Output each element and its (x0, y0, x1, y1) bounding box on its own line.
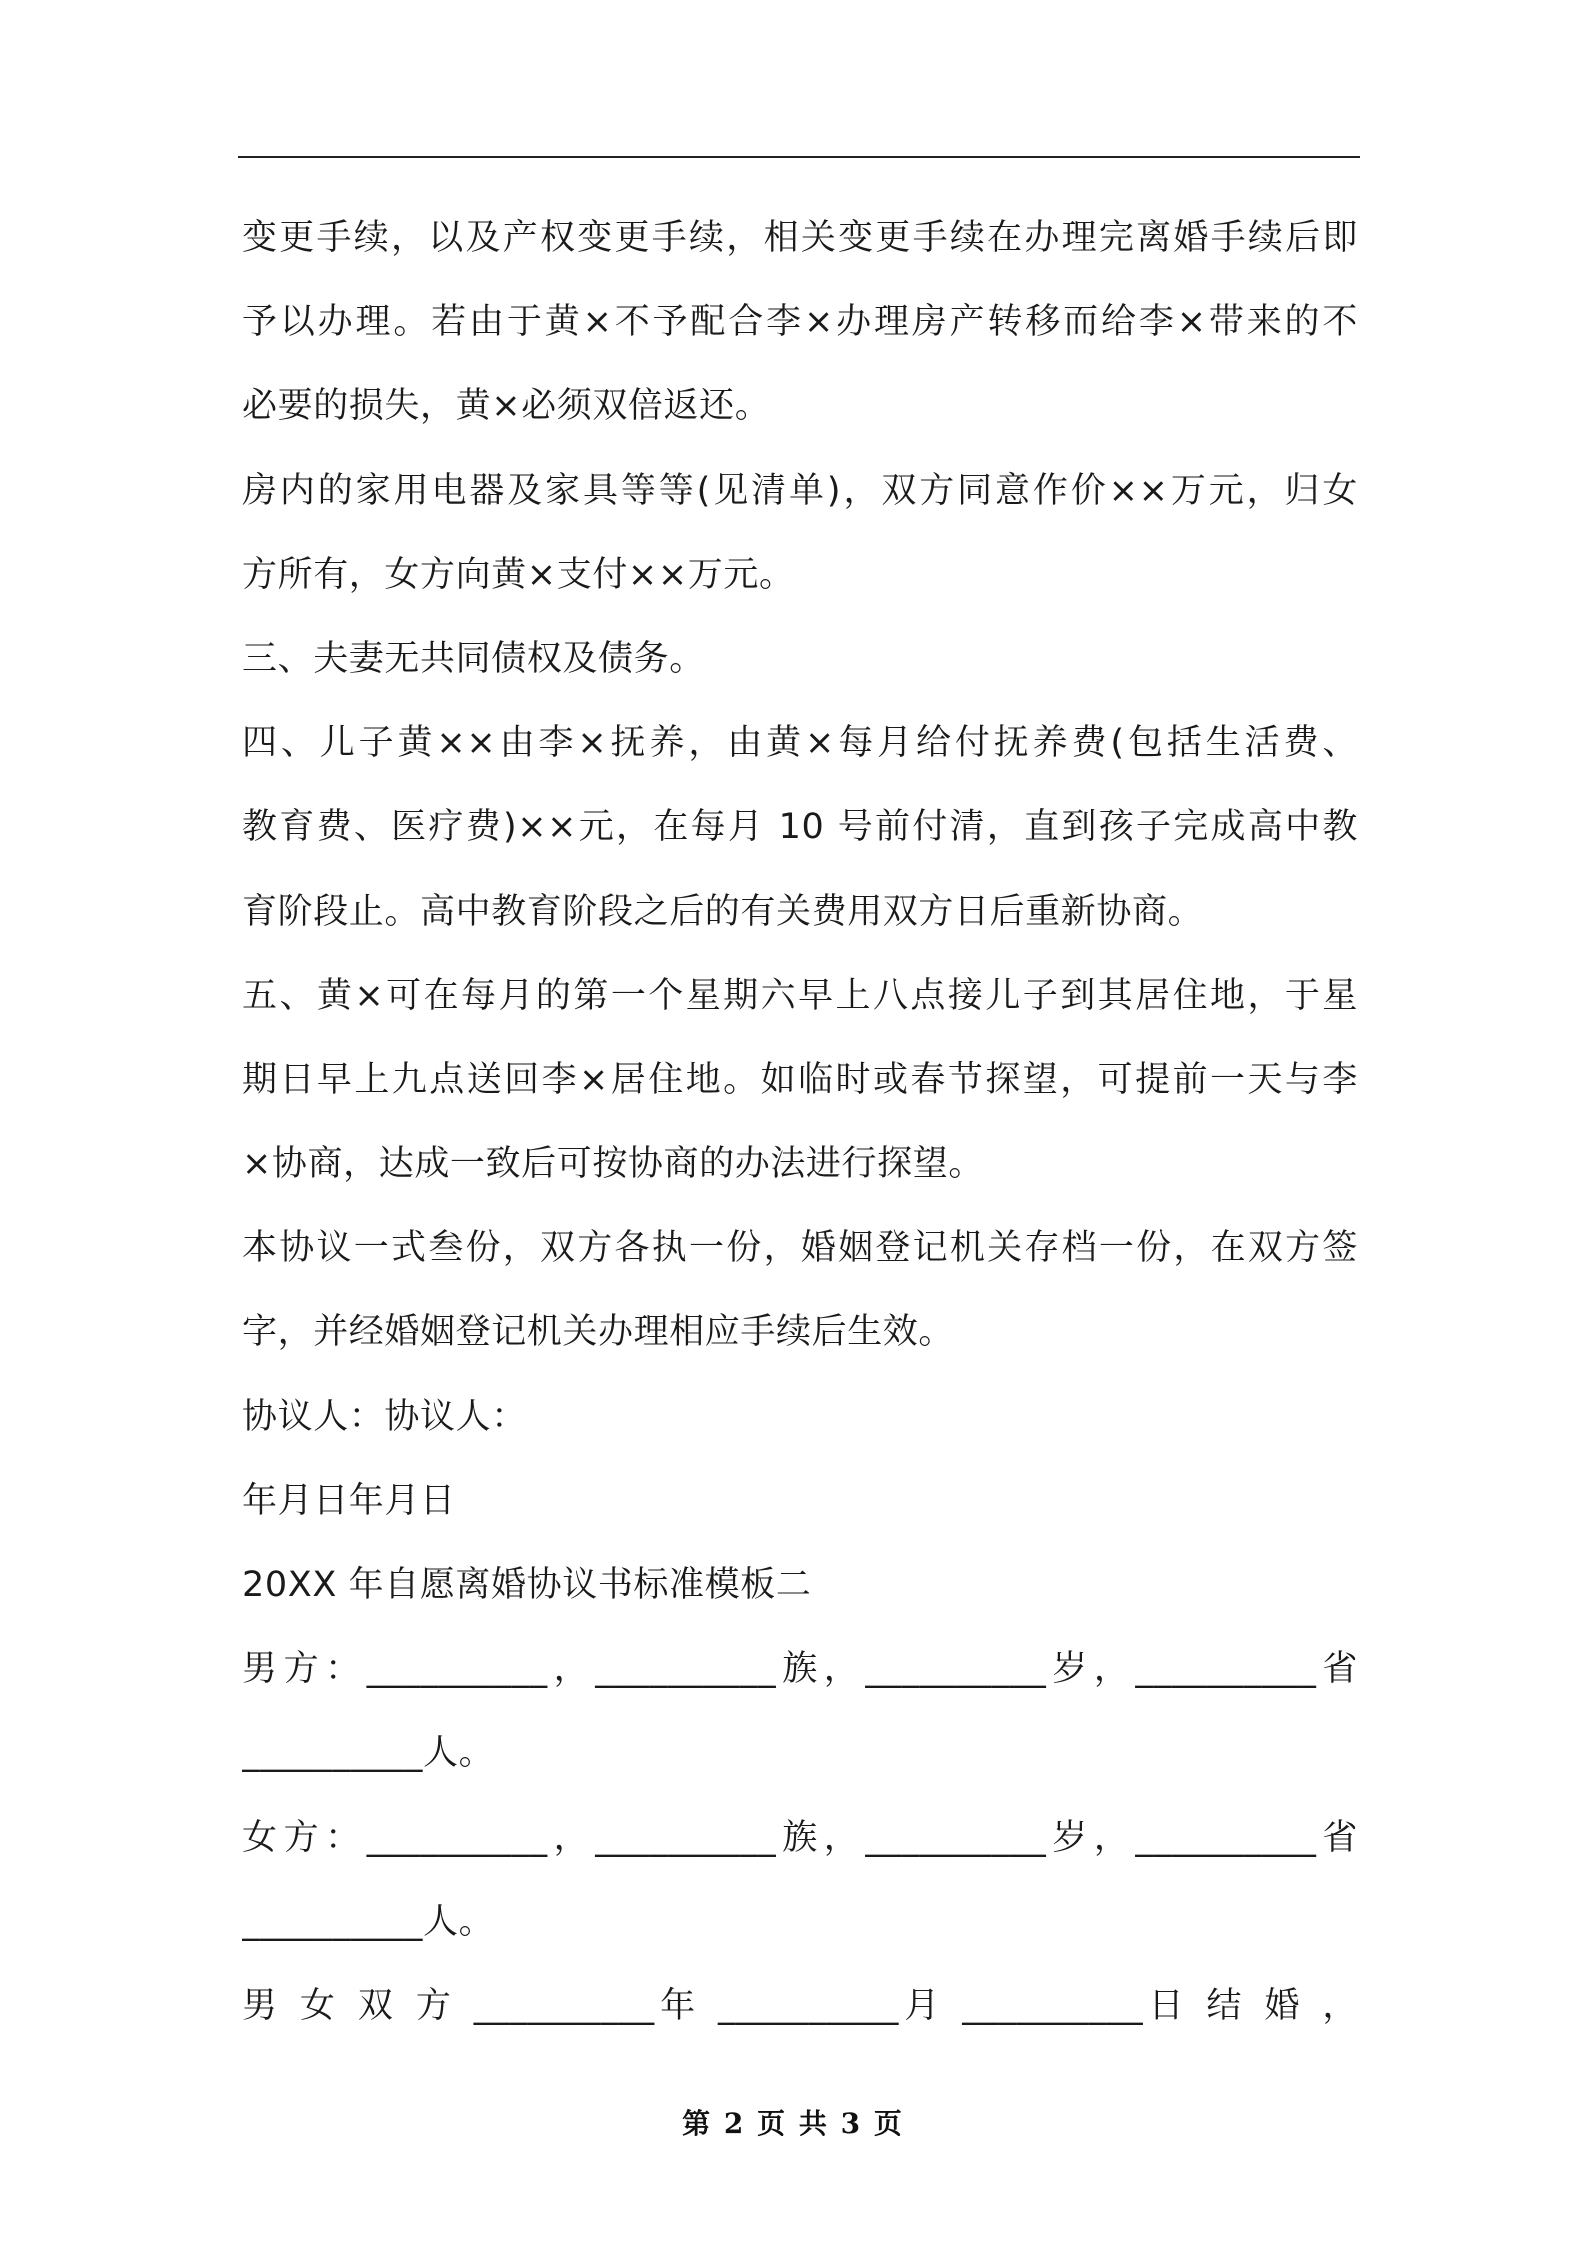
section-title: 20XX 年自愿离婚协议书标准模板二 (242, 1565, 812, 1605)
text-line: 三、夫妻无共同债权及债务。 (242, 638, 705, 679)
text-line: 期日早上九点送回李×居住地。如临时或春节探望，可提前一天与李 (242, 1059, 1358, 1100)
text-line: 育阶段止。高中教育阶段之后的有关费用双方日后重新协商。 (242, 891, 1204, 932)
text-line: 字，并经婚姻登记机关办理相应手续后生效。 (242, 1312, 955, 1353)
text-line: 年月日年月日 (242, 1480, 456, 1521)
form-line-female: 女方：__________，__________族，__________岁，__________省 (242, 1817, 1358, 1858)
form-line-male-origin: __________人。 (242, 1733, 495, 1774)
form-line-male: 男方：__________，__________族，__________岁，__________省 (242, 1649, 1358, 1690)
text-line: 方所有，女方向黄×支付××万元。 (242, 554, 795, 595)
text-line: 房内的家用电器及家具等等(见清单)，双方同意作价××万元，归女 (242, 470, 1358, 511)
form-line-female-origin: __________人。 (242, 1901, 495, 1942)
form-line-marriage-date: 男 女 双 方 __________年 __________月 __________日 结 婚 ， (242, 1985, 1358, 2026)
text-line: ×协商，达成一致后可按协商的办法进行探望。 (242, 1144, 984, 1185)
text-line: 予以办理。若由于黄×不予配合李×办理房产转移而给李×带来的不 (242, 302, 1358, 343)
text-line: 五、黄×可在每月的第一个星期六早上八点接儿子到其居住地，于星 (242, 975, 1358, 1016)
text-line: 四、儿子黄××由李×抚养，由黄×每月给付抚养费(包括生活费、 (242, 723, 1358, 764)
text-line: 本协议一式叁份，双方各执一份，婚姻登记机关存档一份，在双方签 (242, 1228, 1358, 1269)
page-number: 第 2 页 共 3 页 (682, 2107, 904, 2140)
document-body (242, 196, 1358, 2048)
text-line: 变更手续，以及产权变更手续，相关变更手续在办理完离婚手续后即 (242, 218, 1358, 258)
text-line: 协议人：协议人： (242, 1396, 527, 1437)
text-line: 教育费、医疗费)××元，在每月 10 号前付清，直到孩子完成高中教 (242, 807, 1358, 848)
text-line: 必要的损失，黄×必须双倍返还。 (242, 386, 771, 427)
header-rule (238, 156, 1360, 158)
